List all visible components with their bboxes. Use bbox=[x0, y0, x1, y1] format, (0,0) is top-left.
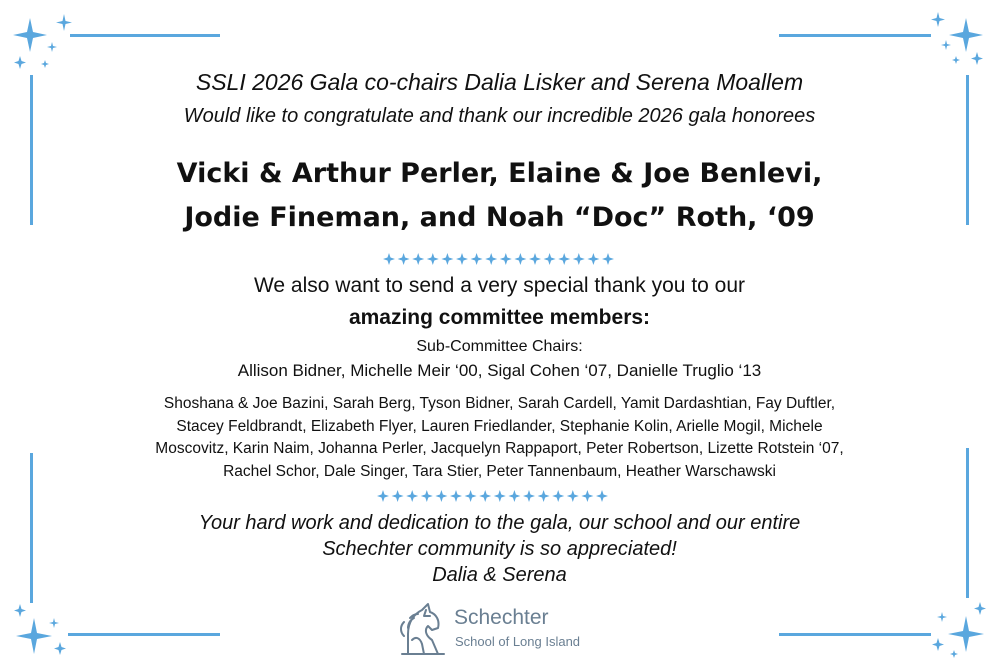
divider-star-icon bbox=[500, 253, 512, 265]
star-divider-bottom bbox=[0, 488, 999, 504]
lion-crest-icon bbox=[398, 600, 450, 658]
subcommittee-heading: Sub-Committee Chairs: bbox=[416, 338, 583, 355]
closing-block bbox=[0, 510, 999, 588]
sparkle-icon-top-left bbox=[8, 10, 78, 72]
divider-star-icon bbox=[450, 490, 462, 502]
committee-list bbox=[0, 393, 999, 483]
logo-subtitle: School of Long Island bbox=[455, 634, 581, 649]
star-divider-top bbox=[0, 251, 999, 267]
divider-star-icon bbox=[538, 490, 550, 502]
divider-star-icon bbox=[412, 253, 424, 265]
school-logo bbox=[398, 600, 598, 658]
divider-star-icon bbox=[529, 253, 541, 265]
sparkle-icon-bottom-right bbox=[920, 598, 994, 666]
closing-line-2: Schechter community is so appreciated! bbox=[322, 538, 677, 560]
divider-star-icon bbox=[465, 490, 477, 502]
divider-star-icon bbox=[573, 253, 585, 265]
honorees-line-1: Vicki & Arthur Perler, Elaine & Joe Benlevi, bbox=[176, 158, 823, 189]
honorees-line-2: Jodie Fineman, and Noah “Doc” Roth, ‘09 bbox=[184, 202, 815, 233]
divider-star-icon bbox=[567, 490, 579, 502]
divider-star-icon bbox=[427, 253, 439, 265]
divider-star-icon bbox=[587, 253, 599, 265]
divider-star-icon bbox=[421, 490, 433, 502]
divider-star-icon bbox=[456, 253, 468, 265]
frame-line-bottom-right bbox=[779, 633, 931, 636]
congratulate-line: Would like to congratulate and thank our incredible 2026 gala honorees bbox=[183, 105, 816, 127]
logo-name: Schechter bbox=[454, 606, 549, 629]
divider-star-icon bbox=[602, 253, 614, 265]
divider-star-icon bbox=[544, 253, 556, 265]
divider-star-icon bbox=[485, 253, 497, 265]
frame-line-top-left bbox=[70, 34, 220, 37]
frame-line-top-right bbox=[779, 34, 931, 37]
divider-star-icon bbox=[471, 253, 483, 265]
frame-line-bottom-left bbox=[68, 633, 220, 636]
committee-line: Shoshana & Joe Bazini, Sarah Berg, Tyson Bidner, Sarah Cardell, Yamit Dardashtian, Fay Duftler, bbox=[163, 395, 836, 412]
divider-star-icon bbox=[581, 490, 593, 502]
committee-line: Rachel Schor, Dale Singer, Tara Stier, Peter Tannenbaum, Heather Warschawski bbox=[223, 462, 776, 480]
divider-star-icon bbox=[494, 490, 506, 502]
divider-star-icon bbox=[508, 490, 520, 502]
divider-star-icon bbox=[441, 253, 453, 265]
divider-star-icon bbox=[479, 490, 491, 502]
sparkle-icon-top-right bbox=[920, 8, 992, 70]
honorees-block bbox=[0, 152, 999, 240]
committee-line: Moscovitz, Karin Naim, Johanna Perler, Jacquelyn Rappaport, Peter Robertson, Lizette Rotstein ‘07, bbox=[155, 440, 844, 457]
committee-heading: amazing committee members: bbox=[348, 306, 651, 329]
divider-star-icon bbox=[596, 490, 608, 502]
thanks-line: We also want to send a very special thank you to our bbox=[253, 274, 746, 297]
divider-star-icon bbox=[435, 490, 447, 502]
divider-star-icon bbox=[377, 490, 389, 502]
divider-star-icon bbox=[398, 253, 410, 265]
divider-star-icon bbox=[523, 490, 535, 502]
closing-line-1: Your hard work and dedication to the gala, our school and our entire bbox=[198, 512, 801, 534]
committee-line: Stacey Feldbrandt, Elizabeth Flyer, Lauren Friedlander, Stephanie Kolin, Arielle Mogil, Michele bbox=[176, 417, 823, 435]
divider-star-icon bbox=[392, 490, 404, 502]
divider-star-icon bbox=[552, 490, 564, 502]
cochairs-line: SSLI 2026 Gala co-chairs Dalia Lisker and Serena Moallem bbox=[195, 69, 804, 95]
divider-star-icon bbox=[406, 490, 418, 502]
divider-star-icon bbox=[383, 253, 395, 265]
sparkle-icon-bottom-left bbox=[6, 598, 78, 666]
divider-star-icon bbox=[558, 253, 570, 265]
signature: Dalia & Serena bbox=[432, 564, 567, 586]
subcommittee-names: Allison Bidner, Michelle Meir ‘00, Sigal Cohen ‘07, Danielle Truglio ‘13 bbox=[237, 361, 762, 380]
divider-star-icon bbox=[514, 253, 526, 265]
